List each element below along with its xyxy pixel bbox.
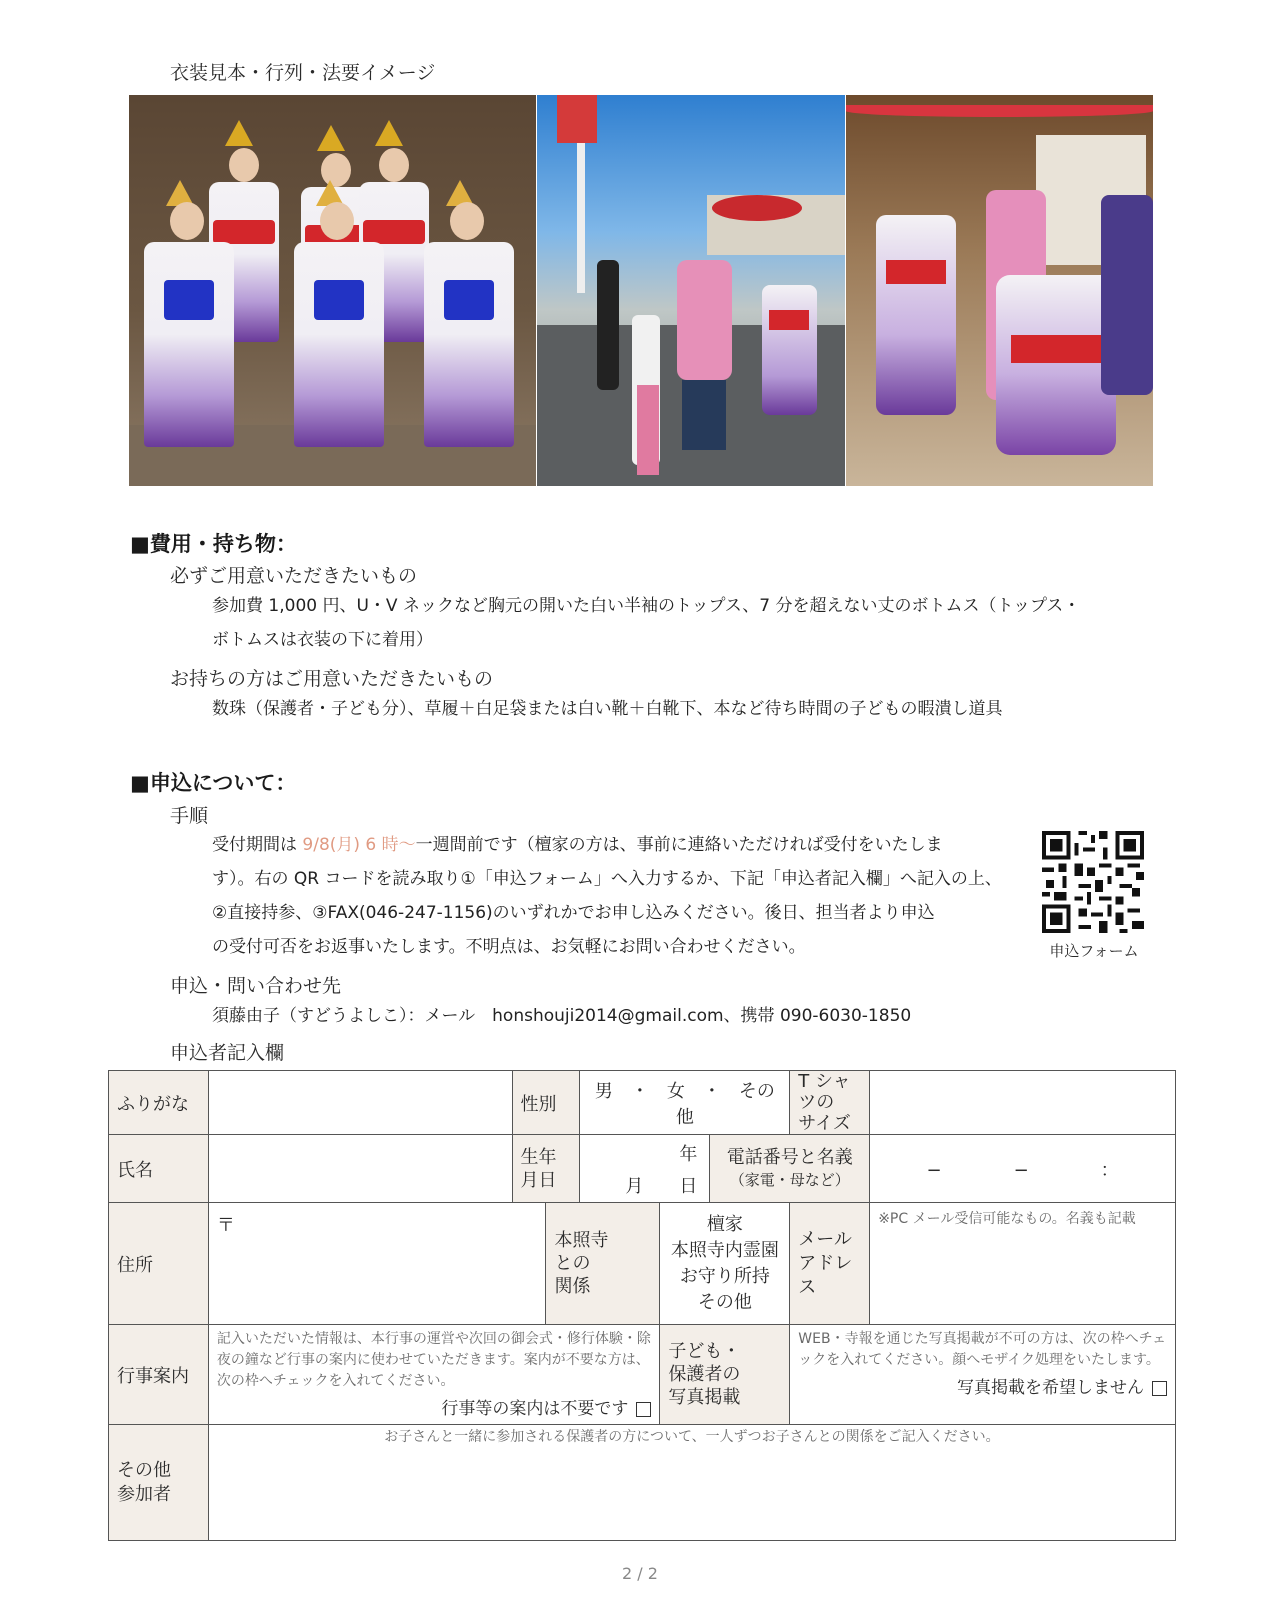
email-note: ※PC メール受信可能なもの。名義も記載: [878, 1211, 1136, 1227]
relation-option-member: 檀家: [706, 1213, 743, 1235]
birthdate-field[interactable]: [580, 1135, 710, 1203]
photos-section-title: 衣装見本・行列・法要イメージ: [170, 62, 436, 84]
procedure-line-3: ②直接持参、③FAX(046-247-1156)のいずれかでお申し込みください。後日、担当者より申込: [212, 903, 935, 923]
page-number: 2 / 2: [622, 1564, 658, 1583]
relation-option-amulet: お守り所持: [679, 1265, 770, 1287]
optional-items-line: 数珠（保護者・子ども分）、草履＋白足袋または白い靴＋白靴下、本など待ち時間の子どもの暇潰し道具: [212, 699, 1003, 719]
relation-options[interactable]: [660, 1203, 790, 1325]
contact-line: 須藤由子（すどうよしこ）：メール honshouji2014@gmail.com、携帯 090-6030-1850: [212, 1006, 912, 1026]
other-participants-label: その他 参加者: [109, 1425, 209, 1541]
costume-sample-photo: [129, 95, 536, 486]
photo-optout-row: 写真掲載を希望しません: [798, 1373, 1167, 1398]
address-label: 住所: [109, 1203, 209, 1325]
application-heading: ■申込について：: [130, 771, 297, 795]
costs-heading: ■費用・持ち物：: [130, 532, 297, 556]
required-items-line-2: ボトムスは衣装の下に着用）: [212, 630, 433, 650]
procedure-line-4: の受付可否をお返事いたします。不明点は、お気軽にお問い合わせください。: [212, 937, 806, 957]
other-participants-field[interactable]: [208, 1425, 1175, 1541]
ceremony-photo: [846, 95, 1153, 486]
procession-photo: [537, 95, 845, 486]
gender-label: 性別: [512, 1071, 580, 1135]
event-info-cell: [208, 1325, 660, 1425]
event-info-label: 行事案内: [109, 1325, 209, 1425]
tshirt-size-label: T シャツの サイズ: [790, 1071, 870, 1135]
day-label: 日: [679, 1175, 698, 1197]
event-info-note: 記入いただいた情報は、本行事の運営や次回の御会式・修行体験・除夜の鐘など行事の案内に使わせていただきます。案内が不要な方は、次の枠へチェックを入れてください。: [216, 1331, 651, 1389]
relation-option-other: その他: [697, 1291, 752, 1313]
photo-publish-note: WEB・寺報を通じた写真掲載が不可の方は、次の枠へチェックを入れてください。顔へモザイク処理をいたします。: [798, 1331, 1167, 1368]
reception-period-highlight: 9/8(月) 6 時〜: [302, 835, 416, 855]
phone-label: 電話番号と名義 （家電・母など）: [710, 1135, 870, 1203]
form-heading: 申込者記入欄: [170, 1042, 285, 1064]
required-items-line-1: 参加費 1,000 円、U・V ネックなど胸元の開いた白い半袖のトップス、7 分を超えない丈のボトムス（トップス・: [212, 596, 1081, 616]
photo-publish-label: 子ども・ 保護者の 写真掲載: [660, 1325, 790, 1425]
application-form-table: [108, 1070, 1176, 1541]
event-optout-checkbox[interactable]: [636, 1402, 651, 1417]
tshirt-size-field[interactable]: [870, 1071, 1176, 1135]
address-field[interactable]: [208, 1203, 546, 1325]
contact-heading: 申込・問い合わせ先: [170, 975, 342, 997]
email-label: メール アドレス: [790, 1203, 870, 1325]
optional-items-heading: お持ちの方はご用意いただきたいもの: [170, 668, 494, 690]
relation-option-cemetery: 本照寺内霊園: [670, 1239, 779, 1261]
furigana-field[interactable]: [208, 1071, 512, 1135]
year-label: 年: [679, 1143, 698, 1165]
procedure-line-2: す）。右の QR コードを読み取り①「申込フォーム」へ入力するか、下記「申込者記入欄」へ記入の上、: [212, 869, 1002, 889]
email-field[interactable]: [870, 1203, 1176, 1325]
procedure-line-1: 受付期間は 9/8(月) 6 時〜一週間前です（檀家の方は、事前に連絡いただければ受付をいたしま: [212, 835, 943, 855]
phone-field[interactable]: − − ：: [870, 1135, 1176, 1203]
postal-mark: 〒: [216, 1215, 235, 1236]
month-label: 月: [625, 1175, 644, 1197]
required-items-heading: 必ずご用意いただきたいもの: [170, 565, 418, 587]
name-field[interactable]: [208, 1135, 512, 1203]
birthdate-label: 生年 月日: [512, 1135, 580, 1203]
qr-code-label: 申込フォーム: [1049, 942, 1139, 960]
photo-publish-cell: [790, 1325, 1176, 1425]
name-label: 氏名: [109, 1135, 209, 1203]
relation-label: 本照寺 との 関係: [546, 1203, 660, 1325]
other-participants-note: お子さんと一緒に参加される保護者の方について、一人ずつお子さんとの関係をご記入ください。: [384, 1429, 1000, 1445]
gender-options[interactable]: 男 ・ 女 ・ その他: [580, 1071, 790, 1135]
furigana-label: ふりがな: [109, 1071, 209, 1135]
event-optout-row: 行事等の案内は不要です: [217, 1394, 652, 1419]
procedure-heading: 手順: [170, 805, 209, 827]
photo-optout-checkbox[interactable]: [1152, 1381, 1167, 1396]
qr-code-icon[interactable]: [1042, 831, 1144, 933]
